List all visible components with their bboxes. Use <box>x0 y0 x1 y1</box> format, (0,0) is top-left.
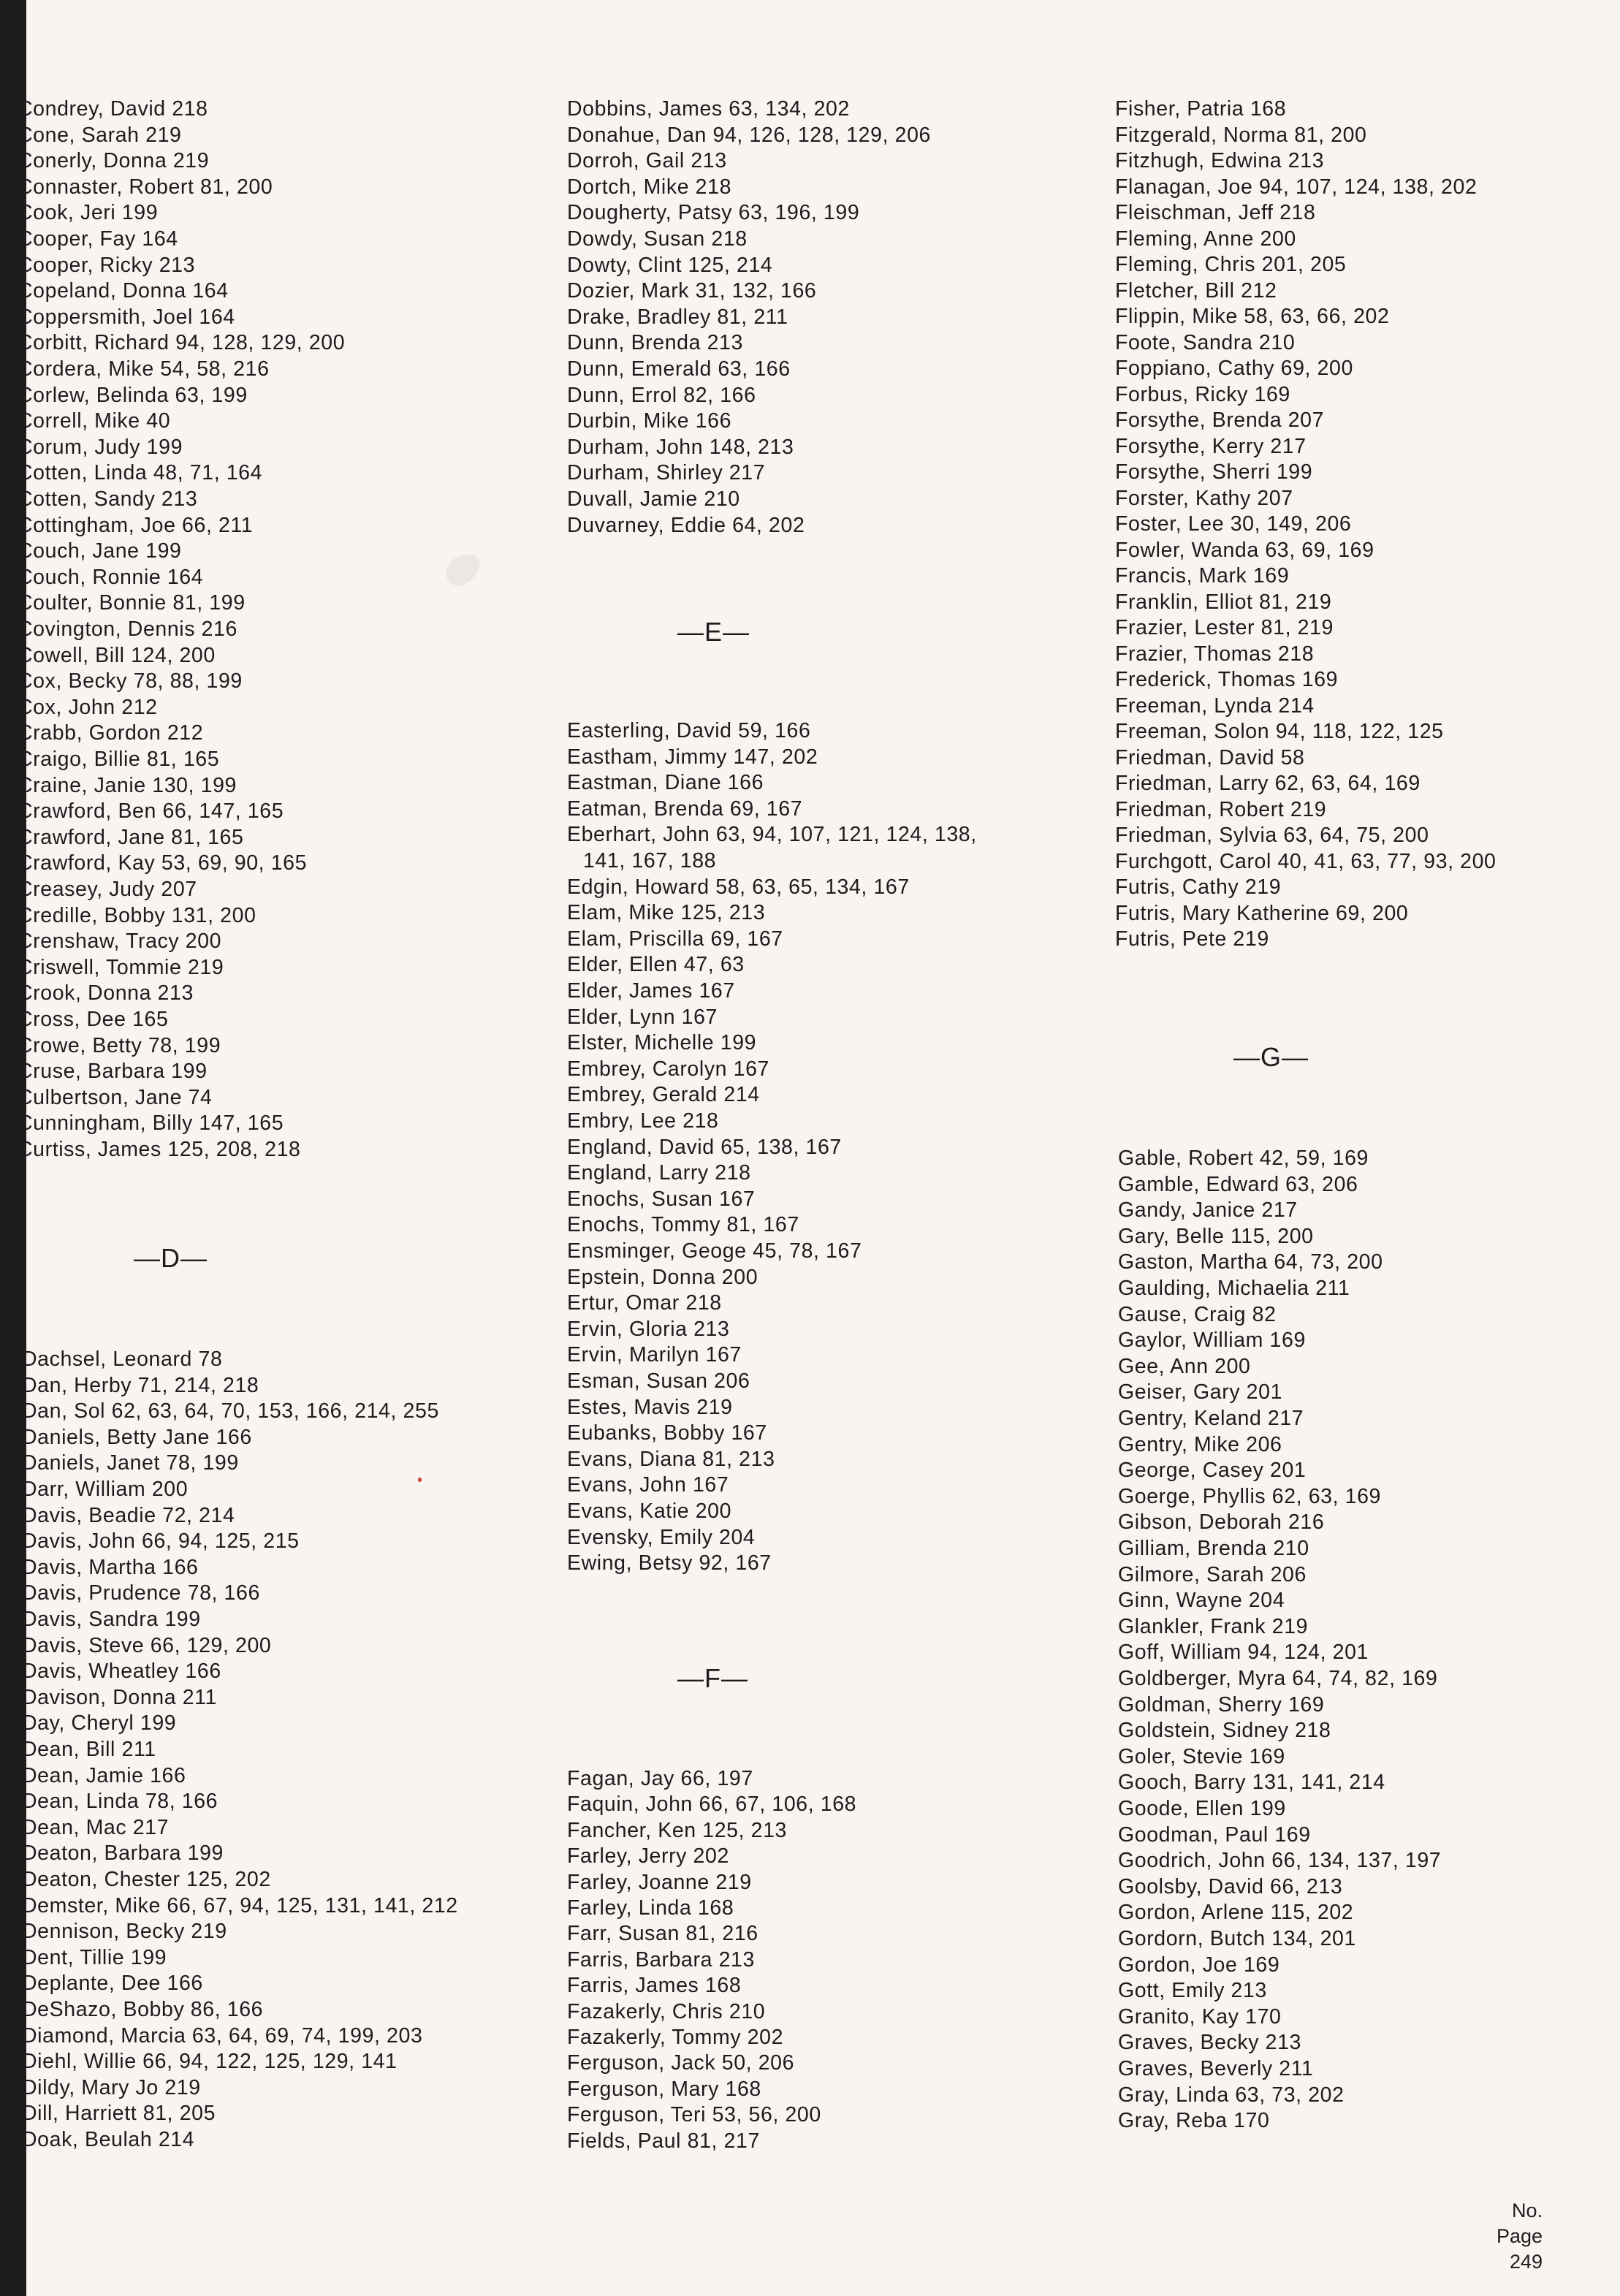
index-entry: Farley, Jerry 202 <box>567 1844 729 1868</box>
index-entry: Fleming, Anne 200 <box>1115 227 1296 251</box>
index-entry: Davison, Donna 211 <box>22 1686 217 1709</box>
index-entry: Durham, Shirley 217 <box>567 461 766 484</box>
index-entry: Cruse, Barbara 199 <box>18 1060 208 1083</box>
index-entry: Dean, Mac 217 <box>22 1816 170 1839</box>
index-entry: Farley, Joanne 219 <box>567 1871 752 1894</box>
index-entry: Gause, Craig 82 <box>1118 1303 1277 1326</box>
index-entry: Evans, Diana 81, 213 <box>567 1448 775 1471</box>
index-entry: Farris, Barbara 213 <box>567 1948 755 1972</box>
index-entry: George, Casey 201 <box>1118 1459 1307 1482</box>
index-entry: Daniels, Janet 78, 199 <box>22 1451 239 1475</box>
index-entry: Gray, Reba 170 <box>1118 2109 1270 2132</box>
index-entry: Epstein, Donna 200 <box>567 1266 758 1289</box>
index-entry: Goler, Stevie 169 <box>1118 1745 1285 1768</box>
page-number-block <box>1497 2198 1543 2275</box>
index-entry: Davis, Wheatley 166 <box>22 1660 221 1683</box>
index-entry: Dill, Harriett 81, 205 <box>22 2102 216 2125</box>
index-entry: Eberhart, John 63, 94, 107, 121, 124, 138, <box>567 823 977 846</box>
folio-no: No. <box>1511 2200 1543 2221</box>
index-entry: Embrey, Gerald 214 <box>567 1083 760 1106</box>
section-letter-heading: —D— <box>134 1243 208 1273</box>
index-entry: Friedman, David 58 <box>1115 746 1305 769</box>
index-entry: Franklin, Elliot 81, 219 <box>1115 590 1332 614</box>
index-entry: Cox, John 212 <box>18 696 158 719</box>
index-entry: Conerly, Donna 219 <box>18 149 210 172</box>
index-entry: Goldman, Sherry 169 <box>1118 1693 1325 1717</box>
index-entry: 141, 167, 188 <box>583 849 717 873</box>
index-entry: Darr, William 200 <box>22 1478 189 1501</box>
index-entry: Elder, Lynn 167 <box>567 1006 718 1029</box>
index-entry: England, David 65, 138, 167 <box>567 1136 842 1159</box>
index-entry: Farr, Susan 81, 216 <box>567 1922 758 1945</box>
index-entry: Correll, Mike 40 <box>18 409 171 433</box>
index-entry: Gable, Robert 42, 59, 169 <box>1118 1147 1369 1170</box>
index-entry: Fitzgerald, Norma 81, 200 <box>1115 123 1367 147</box>
index-entry: Fleischman, Jeff 218 <box>1115 201 1316 224</box>
index-entry: Goode, Ellen 199 <box>1118 1797 1286 1820</box>
index-entry: Gordorn, Butch 134, 201 <box>1118 1927 1356 1950</box>
index-entry: Copeland, Donna 164 <box>18 279 229 303</box>
index-entry: Fazakerly, Tommy 202 <box>567 2026 784 2049</box>
index-entry: Dennison, Becky 219 <box>22 1920 227 1943</box>
index-entry: Geiser, Gary 201 <box>1118 1380 1283 1404</box>
index-entry: Futris, Pete 219 <box>1115 927 1269 951</box>
index-entry: Evans, Katie 200 <box>567 1499 732 1523</box>
index-entry: Cox, Becky 78, 88, 199 <box>18 669 243 693</box>
index-entry: Dougherty, Patsy 63, 196, 199 <box>567 201 860 224</box>
index-entry: Dan, Sol 62, 63, 64, 70, 153, 166, 214, 255 <box>22 1399 439 1423</box>
index-entry: Dean, Bill 211 <box>22 1738 156 1761</box>
folio-page: Page <box>1496 2225 1543 2247</box>
index-entry: Easterling, David 59, 166 <box>567 719 811 742</box>
index-entry: Curtiss, James 125, 208, 218 <box>18 1138 301 1161</box>
index-entry: Condrey, David 218 <box>18 97 208 121</box>
index-entry: Elam, Priscilla 69, 167 <box>567 927 783 951</box>
index-entry: Embrey, Carolyn 167 <box>567 1057 769 1081</box>
index-entry: Gordon, Arlene 115, 202 <box>1118 1901 1354 1924</box>
index-entry: Eastham, Jimmy 147, 202 <box>567 745 818 769</box>
index-entry: Foppiano, Cathy 69, 200 <box>1115 357 1353 380</box>
index-entry: Davis, John 66, 94, 125, 215 <box>22 1529 300 1553</box>
index-entry: Corbitt, Richard 94, 128, 129, 200 <box>18 331 346 354</box>
index-entry: Gentry, Mike 206 <box>1118 1433 1282 1456</box>
index-entry: Gaylor, William 169 <box>1118 1328 1306 1352</box>
index-entry: Diamond, Marcia 63, 64, 69, 74, 199, 203 <box>22 2024 423 2048</box>
index-entry: Deaton, Barbara 199 <box>22 1841 224 1865</box>
index-entry: Gibson, Deborah 216 <box>1118 1510 1325 1534</box>
index-entry: Evans, John 167 <box>567 1473 729 1497</box>
index-entry: Davis, Prudence 78, 166 <box>22 1581 260 1605</box>
index-entry: Dean, Linda 78, 166 <box>22 1790 218 1813</box>
index-entry: Flippin, Mike 58, 63, 66, 202 <box>1115 305 1390 328</box>
index-entry: Creasey, Judy 207 <box>18 878 197 901</box>
index-entry: Friedman, Sylvia 63, 64, 75, 200 <box>1115 824 1429 847</box>
index-entry: Furchgott, Carol 40, 41, 63, 77, 93, 200 <box>1115 850 1497 873</box>
index-entry: Gilmore, Sarah 206 <box>1118 1563 1307 1586</box>
index-entry: Corlew, Belinda 63, 199 <box>18 384 248 407</box>
index-entry: Dildy, Mary Jo 219 <box>22 2076 201 2099</box>
index-entry: Foster, Lee 30, 149, 206 <box>1115 512 1352 536</box>
index-entry: Dunn, Errol 82, 166 <box>567 384 756 407</box>
index-entry: Dortch, Mike 218 <box>567 175 732 199</box>
index-entry: Cooper, Fay 164 <box>18 227 178 251</box>
index-entry: Dachsel, Leonard 78 <box>22 1347 223 1371</box>
index-entry: Cotten, Linda 48, 71, 164 <box>18 461 263 484</box>
index-entry: Ertur, Omar 218 <box>567 1291 722 1315</box>
index-entry: Faquin, John 66, 67, 106, 168 <box>567 1793 857 1816</box>
index-entry: Ensminger, Geoge 45, 78, 167 <box>567 1239 862 1263</box>
index-entry: Goerge, Phyllis 62, 63, 169 <box>1118 1485 1381 1508</box>
index-entry: Glankler, Frank 219 <box>1118 1615 1309 1638</box>
index-entry: Dunn, Emerald 63, 166 <box>567 357 791 381</box>
index-entry: Ferguson, Teri 53, 56, 200 <box>567 2103 821 2126</box>
index-entry: Farris, James 168 <box>567 1974 742 1997</box>
index-entry: Crabb, Gordon 212 <box>18 721 204 745</box>
index-entry: Forsythe, Kerry 217 <box>1115 435 1307 458</box>
index-entry: Goodrich, John 66, 134, 137, 197 <box>1118 1849 1442 1872</box>
index-entry: Cunningham, Billy 147, 165 <box>18 1111 284 1135</box>
index-entry: Gordon, Joe 169 <box>1118 1953 1280 1977</box>
section-letter-heading: —G— <box>1233 1042 1309 1072</box>
index-entry: Forbus, Ricky 169 <box>1115 383 1290 406</box>
index-entry: Frazier, Thomas 218 <box>1115 642 1315 666</box>
index-entry: Frederick, Thomas 169 <box>1115 668 1339 691</box>
index-entry: Freeman, Lynda 214 <box>1115 694 1315 718</box>
index-entry: Davis, Steve 66, 129, 200 <box>22 1634 272 1657</box>
index-entry: Cook, Jeri 199 <box>18 201 159 224</box>
index-entry: Deplante, Dee 166 <box>22 1972 203 1995</box>
index-entry: Fitzhugh, Edwina 213 <box>1115 149 1325 172</box>
index-entry: Friedman, Larry 62, 63, 64, 169 <box>1115 772 1421 795</box>
index-entry: Cotten, Sandy 213 <box>18 487 198 511</box>
index-entry: Elder, James 167 <box>567 979 735 1003</box>
index-entry: Goolsby, David 66, 213 <box>1118 1875 1343 1898</box>
index-entry: Edgin, Howard 58, 63, 65, 134, 167 <box>567 875 910 899</box>
index-entry: Fletcher, Bill 212 <box>1115 279 1277 303</box>
index-entry: Day, Cheryl 199 <box>22 1711 177 1735</box>
index-entry: Fields, Paul 81, 217 <box>567 2129 760 2153</box>
index-entry: Couch, Ronnie 164 <box>18 566 204 589</box>
index-entry: Fisher, Patria 168 <box>1115 97 1287 121</box>
index-entry: Cross, Dee 165 <box>18 1008 169 1031</box>
index-entry: Flanagan, Joe 94, 107, 124, 138, 202 <box>1115 175 1478 199</box>
folio-number: 249 <box>1509 2251 1543 2273</box>
index-entry: Dan, Herby 71, 214, 218 <box>22 1374 259 1397</box>
section-letter-heading: —F— <box>677 1663 748 1693</box>
index-entry: Ginn, Wayne 204 <box>1118 1589 1285 1612</box>
index-entry: Ewing, Betsy 92, 167 <box>567 1551 772 1575</box>
index-entry: Gandy, Janice 217 <box>1118 1198 1298 1222</box>
index-entry: Evensky, Emily 204 <box>567 1526 756 1549</box>
index-entry: Esman, Susan 206 <box>567 1369 750 1393</box>
index-entry: Freeman, Solon 94, 118, 122, 125 <box>1115 720 1444 743</box>
red-ink-dot <box>418 1478 422 1482</box>
index-entry: Farley, Linda 168 <box>567 1896 734 1920</box>
index-entry: Covington, Dennis 216 <box>18 617 237 641</box>
index-entry: Elam, Mike 125, 213 <box>567 901 766 924</box>
index-entry: Diehl, Willie 66, 94, 122, 125, 129, 141 <box>22 2050 398 2073</box>
index-entry: Francis, Mark 169 <box>1115 564 1290 588</box>
index-entry: Eubanks, Bobby 167 <box>567 1421 767 1445</box>
index-entry: Coulter, Bonnie 81, 199 <box>18 591 246 615</box>
index-entry: Futris, Cathy 219 <box>1115 875 1282 899</box>
index-entry: Couch, Jane 199 <box>18 539 182 563</box>
index-entry: Cooper, Ricky 213 <box>18 254 196 277</box>
index-entry: Graves, Beverly 211 <box>1118 2057 1314 2080</box>
index-entry: Elster, Michelle 199 <box>567 1031 757 1054</box>
index-entry: Gentry, Keland 217 <box>1118 1407 1304 1430</box>
index-entry: Fazakerly, Chris 210 <box>567 2000 766 2023</box>
index-entry: Donahue, Dan 94, 126, 128, 129, 206 <box>567 123 931 147</box>
index-entry: Dozier, Mark 31, 132, 166 <box>567 279 817 303</box>
index-entry: Gee, Ann 200 <box>1118 1355 1251 1378</box>
index-entry: Graves, Becky 213 <box>1118 2031 1301 2054</box>
index-entry: Cowell, Bill 124, 200 <box>18 644 216 667</box>
index-entry: Crook, Donna 213 <box>18 981 194 1005</box>
index-entry: Duvarney, Eddie 64, 202 <box>567 514 805 537</box>
index-entry: Futris, Mary Katherine 69, 200 <box>1115 902 1409 925</box>
index-entry: Gooch, Barry 131, 141, 214 <box>1118 1771 1385 1794</box>
index-entry: Coppersmith, Joel 164 <box>18 305 235 329</box>
index-entry: Crawford, Ben 66, 147, 165 <box>18 799 284 823</box>
index-entry: Durham, John 148, 213 <box>567 436 794 459</box>
index-entry: Gaston, Martha 64, 73, 200 <box>1118 1250 1383 1274</box>
index-entry: Gaulding, Michaelia 211 <box>1118 1277 1350 1300</box>
index-entry: Gilliam, Brenda 210 <box>1118 1537 1309 1560</box>
index-entry: Gamble, Edward 63, 206 <box>1118 1173 1358 1196</box>
index-entry: Culbertson, Jane 74 <box>18 1086 213 1109</box>
index-entry: Dobbins, James 63, 134, 202 <box>567 97 850 121</box>
index-entry: Goldberger, Myra 64, 74, 82, 169 <box>1118 1667 1438 1690</box>
index-entry: Ferguson, Jack 50, 206 <box>567 2051 795 2075</box>
index-entry: Friedman, Robert 219 <box>1115 798 1327 821</box>
index-entry: Daniels, Betty Jane 166 <box>22 1426 252 1449</box>
index-entry: Elder, Ellen 47, 63 <box>567 953 745 976</box>
index-entry: Dowty, Clint 125, 214 <box>567 254 773 277</box>
index-entry: Ervin, Marilyn 167 <box>567 1343 742 1366</box>
index-entry: Gary, Belle 115, 200 <box>1118 1225 1314 1248</box>
index-entry: Estes, Mavis 219 <box>567 1396 733 1419</box>
index-entry: Embry, Lee 218 <box>567 1109 719 1133</box>
index-entry: Cordera, Mike 54, 58, 216 <box>18 357 270 381</box>
index-entry: Dowdy, Susan 218 <box>567 227 748 251</box>
index-entry: Connaster, Robert 81, 200 <box>18 175 273 199</box>
index-entry: DeShazo, Bobby 86, 166 <box>22 1998 264 2021</box>
index-entry: Crenshaw, Tracy 200 <box>18 930 222 953</box>
index-entry: Fowler, Wanda 63, 69, 169 <box>1115 539 1374 562</box>
index-entry: Craigo, Billie 81, 165 <box>18 748 220 771</box>
index-entry: Eatman, Brenda 69, 167 <box>567 797 803 821</box>
index-entry: Foote, Sandra 210 <box>1115 331 1296 354</box>
index-entry: Forsythe, Sherri 199 <box>1115 460 1313 484</box>
index-entry: Fancher, Ken 125, 213 <box>567 1819 787 1842</box>
index-entry: Fagan, Jay 66, 197 <box>567 1767 753 1790</box>
index-entry: Drake, Bradley 81, 211 <box>567 305 788 329</box>
index-entry: Davis, Martha 166 <box>22 1556 199 1579</box>
index-entry: Corum, Judy 199 <box>18 436 183 459</box>
index-entry: Demster, Mike 66, 67, 94, 125, 131, 141, 212 <box>22 1894 458 1917</box>
index-entry: Dunn, Brenda 213 <box>567 331 743 354</box>
index-entry: Ferguson, Mary 168 <box>567 2078 761 2101</box>
index-entry: Gray, Linda 63, 73, 202 <box>1118 2083 1345 2107</box>
index-entry: Craine, Janie 130, 199 <box>18 774 237 797</box>
index-entry: Goldstein, Sidney 218 <box>1118 1719 1331 1742</box>
index-entry: Crowe, Betty 78, 199 <box>18 1034 221 1057</box>
index-entry: Durbin, Mike 166 <box>567 409 732 433</box>
index-entry: Credille, Bobby 131, 200 <box>18 904 256 927</box>
index-entry: Frazier, Lester 81, 219 <box>1115 616 1334 639</box>
index-entry: Fleming, Chris 201, 205 <box>1115 253 1347 276</box>
index-entry: Enochs, Susan 167 <box>567 1187 756 1211</box>
index-entry: Enochs, Tommy 81, 167 <box>567 1213 799 1236</box>
section-letter-heading: —E— <box>677 617 750 647</box>
index-entry: Forster, Kathy 207 <box>1115 487 1293 510</box>
index-entry: Ervin, Gloria 213 <box>567 1318 730 1341</box>
index-entry: Eastman, Diane 166 <box>567 771 764 794</box>
index-entry: Deaton, Chester 125, 202 <box>22 1868 271 1891</box>
index-entry: Dent, Tillie 199 <box>22 1946 167 1969</box>
index-entry: Forsythe, Brenda 207 <box>1115 408 1325 432</box>
paper-fleck-mark <box>441 547 484 592</box>
index-entry: Cottingham, Joe 66, 211 <box>18 514 254 537</box>
index-entry: Cone, Sarah 219 <box>18 123 182 147</box>
index-entry: Crawford, Kay 53, 69, 90, 165 <box>18 851 308 875</box>
index-entry: Duvall, Jamie 210 <box>567 487 740 511</box>
index-entry: Dean, Jamie 166 <box>22 1764 186 1787</box>
index-entry: Goodman, Paul 169 <box>1118 1823 1311 1847</box>
index-entry: Crawford, Jane 81, 165 <box>18 826 244 849</box>
index-entry: England, Larry 218 <box>567 1161 751 1185</box>
index-entry: Goff, William 94, 124, 201 <box>1118 1641 1369 1664</box>
index-entry: Granito, Kay 170 <box>1118 2005 1282 2029</box>
index-entry: Davis, Beadie 72, 214 <box>22 1504 235 1527</box>
index-entry: Criswell, Tommie 219 <box>18 956 224 979</box>
index-entry: Davis, Sandra 199 <box>22 1608 201 1631</box>
index-entry: Doak, Beulah 214 <box>22 2128 195 2151</box>
index-entry: Dorroh, Gail 213 <box>567 149 727 172</box>
index-entry: Gott, Emily 213 <box>1118 1979 1267 2002</box>
